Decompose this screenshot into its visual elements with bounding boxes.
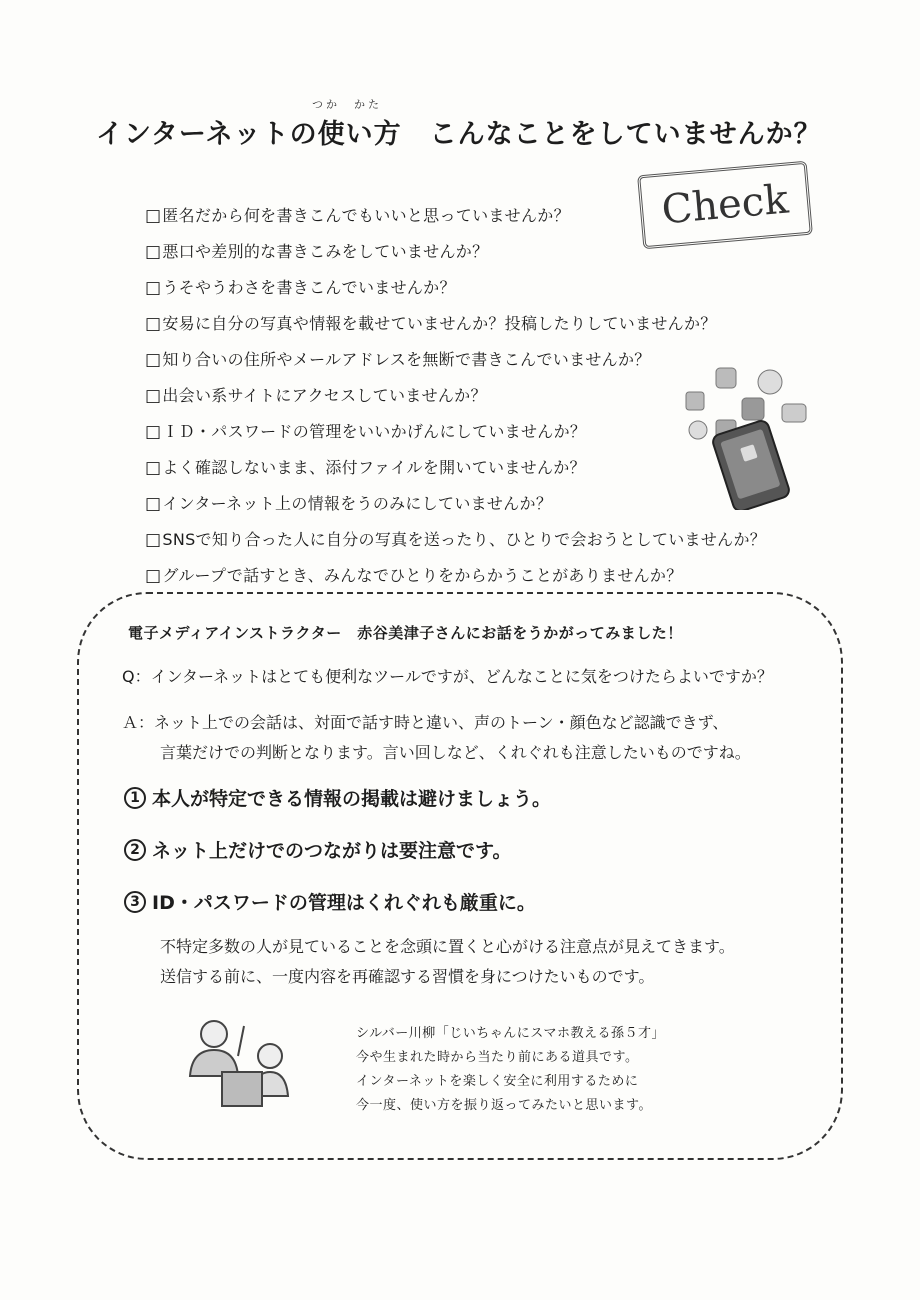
point-text: ID・パスワードの管理はくれぐれも厳重に。	[152, 892, 536, 914]
answer-line-2: 言葉だけでの判断となります。言い回しなど、くれぐれも注意したいものですね。	[160, 743, 751, 762]
checkbox-icon: □	[145, 278, 162, 298]
check-stamp: Check	[637, 161, 813, 250]
point-2	[124, 836, 511, 863]
interview-heading: 電子メディアインストラクター 赤谷美津子さんにお話をうかがってみました！	[128, 624, 683, 642]
checklist-item-text: よく確認しないまま、添付ファイルを開いていませんか？	[162, 458, 586, 477]
checklist-item	[145, 550, 795, 586]
senryu-line-2: 今や生まれた時から当たり前にある道具です。	[356, 1050, 639, 1065]
checkbox-icon: □	[145, 242, 162, 262]
page-title: インターネットの使い方 こんなことをしていませんか？	[96, 119, 822, 150]
checkbox-icon: □	[145, 530, 162, 550]
checklist-item	[145, 298, 795, 334]
checkbox-icon: □	[145, 206, 162, 226]
checkbox-icon: □	[145, 494, 162, 514]
point-number: 2	[124, 839, 146, 861]
checkbox-icon: □	[145, 566, 162, 586]
checklist-item-text: 知り合いの住所やメールアドレスを無断で書きこんでいませんか？	[162, 350, 651, 369]
checklist-item	[145, 262, 795, 298]
checklist-item-text: 安易に自分の写真や情報を載せていませんか？投稿したりしていませんか？	[162, 314, 717, 333]
checklist-item-text: グループで話すとき、みんなでひとりをからかうことがありませんか？	[162, 566, 683, 585]
checkbox-icon: □	[145, 422, 162, 442]
smartphone-apps-icon	[682, 360, 810, 510]
checklist-item-text: ＩＤ・パスワードの管理をいいかげんにしていませんか？	[162, 422, 587, 441]
checklist-item-text: SNSで知り合った人に自分の写真を送ったり、ひとりで会おうとしていませんか？	[162, 530, 767, 549]
point-1	[124, 784, 551, 811]
checklist-item-text: 出会い系サイトにアクセスしていませんか？	[162, 386, 487, 405]
checkbox-icon: □	[145, 458, 162, 478]
closing-line-2: 送信する前に、一度内容を再確認する習慣を身につけたいものです。	[160, 967, 655, 986]
checklist-item	[145, 226, 795, 262]
senryu-line-3: インターネットを楽しく安全に利用するために	[356, 1074, 639, 1089]
question-text: Q：インターネットはとても便利なツールですが、どんなことに気をつけたらよいですか？	[122, 667, 773, 686]
senryu-line-4: 今一度、使い方を振り返ってみたいと思います。	[356, 1098, 652, 1113]
checkbox-icon: □	[145, 314, 162, 334]
checklist-item-text: うそやうわさを書きこんでいませんか？	[162, 278, 456, 297]
point-text: ネット上だけでのつながりは要注意です。	[152, 840, 512, 862]
checklist-item-text: インターネット上の情報をうのみにしていませんか？	[162, 494, 553, 513]
senryu-line-1: シルバー川柳「じいちゃんにスマホ教える孫５才」	[356, 1026, 666, 1041]
title-ruby: つか かた	[312, 98, 382, 111]
point-text: 本人が特定できる情報の掲載は避けましょう。	[152, 788, 552, 810]
point-number: 1	[124, 787, 146, 809]
checklist-item	[145, 190, 795, 226]
checkbox-icon: □	[145, 386, 162, 406]
closing-line-1: 不特定多数の人が見ていることを念頭に置くと心がける注意点が見えてきます。	[160, 937, 735, 956]
checklist-item-text: 悪口や差別的な書きこみをしていませんか？	[162, 242, 489, 261]
point-number: 3	[124, 891, 146, 913]
checklist-item	[145, 514, 795, 550]
answer-line-1: Ａ：ネット上での会話は、対面で話す時と違い、声のトーン・顔色など認識できず、	[122, 713, 729, 732]
point-3	[124, 888, 536, 915]
checklist-item-text: 匿名だから何を書きこんでもいいと思っていませんか？	[162, 206, 570, 225]
grandparent-child-icon	[174, 1016, 304, 1112]
checkbox-icon: □	[145, 350, 162, 370]
